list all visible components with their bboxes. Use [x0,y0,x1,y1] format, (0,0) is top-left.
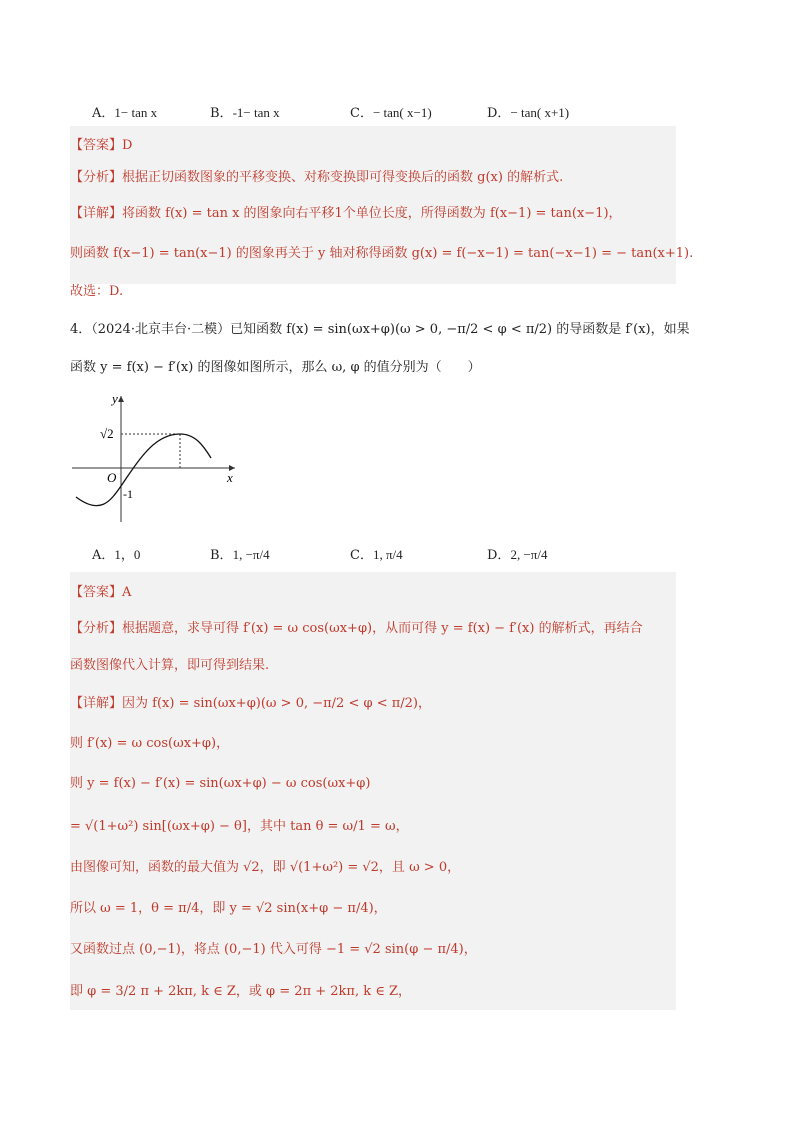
q4-option-a: A．1，0 [92,547,141,563]
q3-option-d: D．− tan( x+1) [487,105,570,121]
q4-detail-line-4: = √(1+ω²) sin[(ωx+φ) − θ]，其中 tan θ = ω/1 = ω， [70,819,409,834]
q4-function-graph [70,390,245,525]
q4-detail-line-3: 则 y = f(x) − f′(x) = sin(ωx+φ) − ω cos(ωx+φ) [70,776,371,791]
q3-analysis: 【分析】根据正切函数图象的平移变换、对称变换即可得变换后的函数 g(x) 的解析式. [70,170,564,185]
q4-detail-line-7: 又函数过点 (0,−1)，将点 (0,−1) 代入可得 −1 = √2 sin(φ − π/4)， [70,942,477,957]
q4-detail-line-5: 由图像可知，函数的最大值为 √2，即 √(1+ω²) = √2，且 ω > 0， [70,860,461,875]
q3-option-a: A．1− tan x [92,105,158,121]
q3-detail-line-2: 则函数 f(x−1) = tan(x−1) 的图象再关于 y 轴对称得函数 g(x) = f(−x−1) = tan(−x−1) = − tan(x+1). [70,246,694,261]
q3-detail-line-1: 【详解】将函数 f(x) = tan x 的图象向右平移1个单位长度，所得函数为 f(x−1) = tan(x−1)， [70,206,622,221]
q3-answer: 【答案】D [70,138,133,153]
q4-stem-line-1: 4．（2024·北京丰台·二模）已知函数 f(x) = sin(ωx+φ)(ω > 0, −π/2 < φ < π/2) 的导函数是 f′(x)，如果 [70,322,690,337]
q4-analysis-line-1: 【分析】根据题意，求导可得 f′(x) = ω cos(ωx+φ)，从而可得 y = f(x) − f′(x) 的解析式，再结合 [70,621,643,636]
q4-detail-line-2: 则 f′(x) = ω cos(ωx+φ)， [70,736,230,751]
q4-detail-line-6: 所以 ω = 1，θ = π/4，即 y = √2 sin(x+φ − π/4)， [70,901,387,916]
q4-option-c: C．1, π/4 [350,547,403,563]
q4-option-b: B．1, −π/4 [210,547,270,563]
max-value-label: √2 [100,426,114,441]
q4-stem-line-2: 函数 y = f(x) − f′(x) 的图像如图所示，那么 ω, φ 的值分别为（ ） [70,360,481,375]
min-value-label: -1 [123,487,133,501]
y-axis-label: y [112,391,118,406]
q3-option-c: C．− tan( x−1) [350,105,432,121]
q4-analysis-line-2: 函数图像代入计算，即可得到结果. [70,658,270,673]
q4-option-d: D．2, −π/4 [487,547,548,563]
q4-detail-line-8: 即 φ = 3/2 π + 2kπ, k ∈ Z，或 φ = 2π + 2kπ, k ∈ Z， [70,984,412,999]
q3-option-b: B．-1− tan x [210,105,280,121]
origin-label: O [107,470,117,485]
q4-answer: 【答案】A [70,585,132,600]
q4-detail-line-1: 【详解】因为 f(x) = sin(ωx+φ)(ω > 0, −π/2 < φ < π/2)， [70,696,432,711]
q3-conclusion: 故选：D. [70,284,124,299]
function-curve [76,434,211,506]
x-axis-label: x [227,470,233,485]
